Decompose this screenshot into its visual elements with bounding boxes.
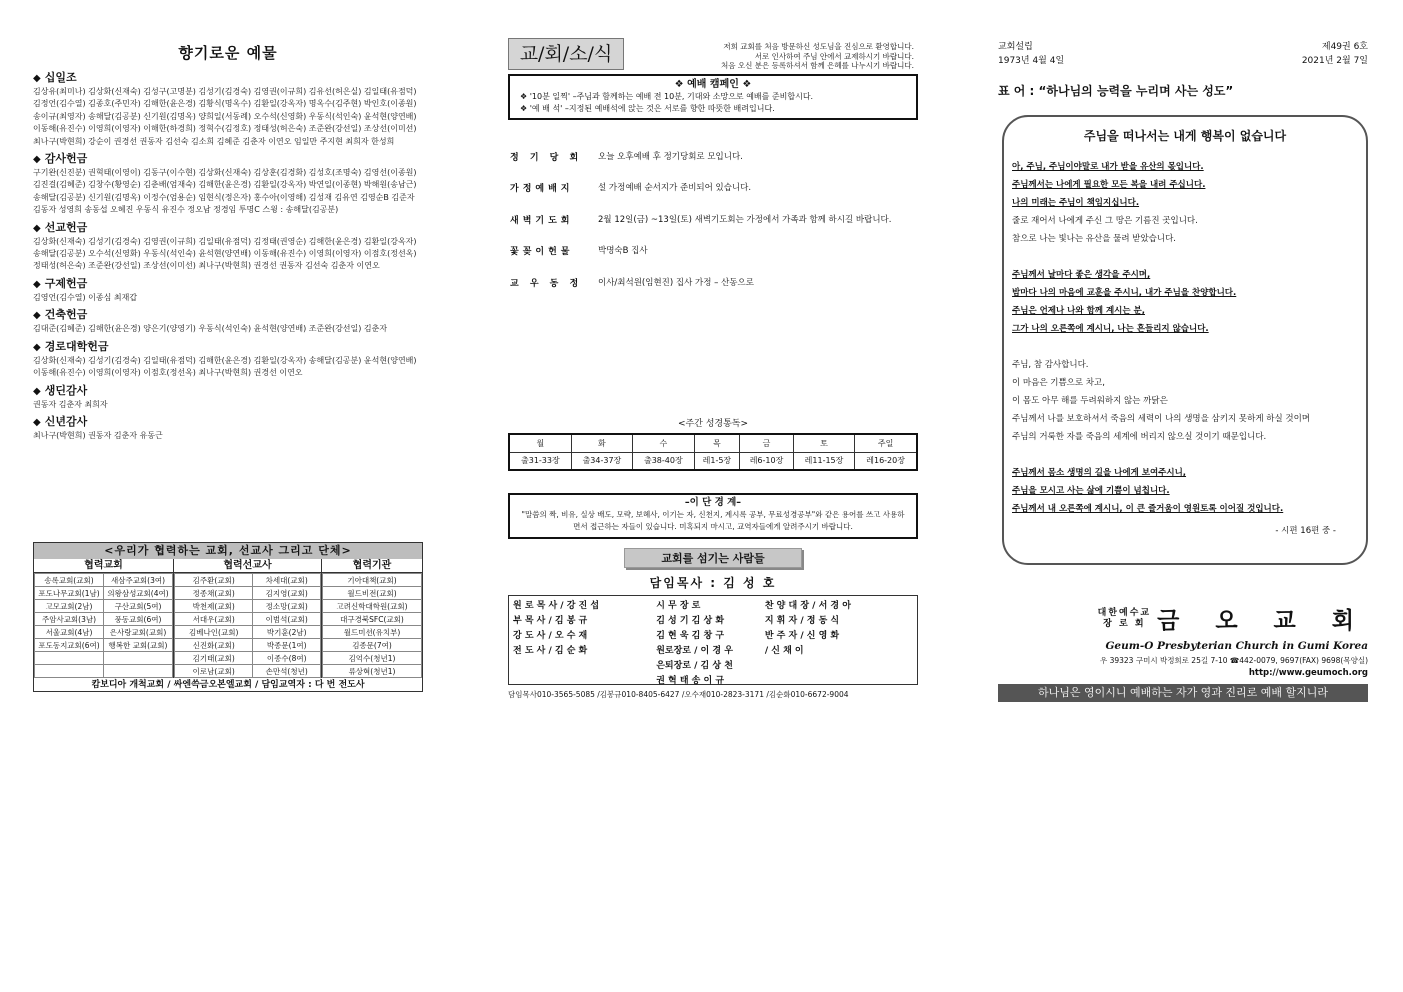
staff-cell: 전 도 사 / 김 순 화 <box>513 646 588 656</box>
staff-cell: 원 로 목 사 / 강 진 섭 <box>513 601 600 611</box>
poem-line: 주님의 거룩한 자를 죽음의 세계에 버리지 않으실 것이기 때문입니다. <box>1012 432 1267 442</box>
cooperation-cell: 정소망(교회) <box>253 600 321 613</box>
staff-cell <box>765 673 913 688</box>
staff-row <box>513 658 913 673</box>
partner-missionaries <box>174 559 322 677</box>
issue-info <box>1302 40 1368 68</box>
poem-title: 주님을 떠나서는 내게 행복이 없습니다 <box>1083 129 1287 143</box>
offering-head-label: 감사헌금 <box>44 152 88 166</box>
news-item-text: 오늘 오후예배 후 정기당회로 모입니다. <box>598 152 743 162</box>
news-item <box>510 244 915 257</box>
cooperation-cell: 박종문(1여) <box>253 639 321 652</box>
offering-head-label: 구제헌금 <box>44 276 88 290</box>
news-item <box>510 181 915 194</box>
news-item-label: 꽃꽂이헌물 <box>510 247 574 257</box>
offering-head-label: 선교헌금 <box>44 220 88 234</box>
bible-reading-title: <주간 성경통독> <box>677 419 749 429</box>
cooperation-row <box>175 574 321 587</box>
offering-head-label: 경로대학헌금 <box>44 339 109 353</box>
cooperation-cell: 송록교회(교회) <box>35 574 104 587</box>
cooperation-cell: 기아대책(교회) <box>323 574 422 587</box>
news-item-text: 박명숙B 집사 <box>598 246 648 256</box>
poem-line: 주님께서 날마다 좋은 생각을 주시며, <box>1012 270 1151 280</box>
cooperation-row <box>35 639 173 652</box>
poem-lines <box>1012 158 1358 518</box>
cooperation-cell: 월드비전(교회) <box>323 587 422 600</box>
heresy-body: "말씀의 짝, 비유, 실상 배도, 모략, 보혜사, 이기는 자, 신천지, 계시록 공부, 무료성경공부"와 같은 용어를 쓰고 사용하면서 접근하는 자들이 있습니다. 미혹되지 마시고, 교역자들에게 알려주시기 바랍니다. <box>521 510 905 531</box>
cooperation-cell <box>104 665 173 678</box>
cooperation-row <box>35 613 173 626</box>
offering-section <box>33 308 423 335</box>
staff-cell: 찬 양 대 장 / 서 경 아 <box>764 601 851 611</box>
diamond-icon: ◆ <box>33 385 41 397</box>
founded-date: 1973년 4월 4일 <box>998 56 1065 66</box>
diamond-icon: ◆ <box>33 341 41 353</box>
bible-reading-cell: 출34-37장 <box>571 452 632 470</box>
offering-body: 최나구(박현희) 권동자 김춘자 유동근 <box>33 430 163 440</box>
staff-cell: 김 현 욱 김 창 구 <box>656 631 725 641</box>
offering-body: 구기완(신진분) 권혁태(이영이) 김동구(이수현) 김상화(신재숙) 김상훈(김경화) 김성호(조명숙) 김영선(이종원) 김진걸(김혜준) 김창수(황영순) 김춘배(엄재숙) 김해한(윤은경) 김환일(강옥자) 박연일(이종현) 박해원(송남근) 송해달(김공분) 신기원(김명옥) 이정수(엄용순) 임현식(정은자) 홍수아(이영해) 김성재 김유연 김영순B 김준자 김동자 성영희 송동섭 오혜진 우동식 유진수 정오남 정경임 투명C 스윙 : 송해달(김공분) <box>33 168 417 215</box>
poem-line: 이 마음은 기쁨으로 차고, <box>1012 378 1105 388</box>
offering-section <box>33 277 423 304</box>
offering-body: 김영언(김수열) 이종심 최재갑 <box>33 292 138 302</box>
staff-row <box>513 598 913 613</box>
news-item-text: 설 가정예배 순서지가 준비되어 있습니다. <box>598 183 752 193</box>
diamond-icon: ◆ <box>33 154 41 166</box>
cooperation-cell: 정종채(교회) <box>175 587 253 600</box>
offering-section <box>33 384 423 411</box>
cooperation-cell: 풍동교회(6여) <box>104 613 173 626</box>
church-address: 우 39323 구미시 박정희로 25길 7-10 ☎442-0079, 9697(FAX) 9698(목양실) <box>1099 656 1368 665</box>
cooperation-row <box>35 587 173 600</box>
welcome-line: 서로 인사하여 주님 안에서 교제하시기 바랍니다. <box>754 51 914 61</box>
partner-churches-head: 협력교회 <box>34 559 173 573</box>
partner-organizations <box>322 559 422 677</box>
cooperation-row <box>35 665 173 678</box>
cooperation-cell: 차세대(교회) <box>253 574 321 587</box>
cooperation-row <box>35 574 173 587</box>
bible-day: 목 <box>694 434 740 452</box>
bible-day: 금 <box>740 434 794 452</box>
poem-line: 이 몸도 아무 해를 두려워하지 않는 까닭은 <box>1012 396 1168 406</box>
news-item <box>510 150 915 163</box>
staff-cell <box>765 658 913 673</box>
founding-info <box>998 40 1064 68</box>
bible-reading-cell: 레16-20장 <box>855 452 917 470</box>
church-english-name: Geum-O Presbyterian Church in Gumi Korea <box>1105 640 1368 652</box>
staff-cell: 원로장로 / 이 경 우 <box>656 646 733 656</box>
poem-line: 주님께서 내 오른쪽에 계시니, 이 큰 즐거움이 영원토록 이어질 것입니다. <box>1012 504 1284 514</box>
cooperation-cell: 구산교회(5여) <box>104 600 173 613</box>
news-item-text: 이사/최석원(임현진) 집사 가정 – 산동으로 <box>598 278 754 288</box>
cooperation-cell: 박기훈(2남) <box>253 626 321 639</box>
cooperation-cell: 김주환(교회) <box>175 574 253 587</box>
heresy-warning <box>508 493 918 539</box>
staff-row <box>513 628 913 643</box>
church-name: 금 오 교 회 <box>1157 608 1368 634</box>
cooperation-cell: 포도나무교회(1남) <box>35 587 104 600</box>
cooperation-row <box>35 626 173 639</box>
welcome-message <box>648 42 914 71</box>
worship-campaign <box>508 74 918 120</box>
cooperation-row <box>175 613 321 626</box>
offering-body: 권동자 김춘자 최희자 <box>33 399 108 409</box>
cooperation-row <box>323 652 422 665</box>
cooperation-row <box>175 587 321 600</box>
staff-title: 교회를 섬기는 사람들 <box>624 548 802 568</box>
offering-head <box>33 277 423 292</box>
poem-line <box>1012 338 1358 356</box>
cooperation-row <box>323 639 422 652</box>
bible-day: 화 <box>571 434 632 452</box>
cooperation-cell: 이범석(교회) <box>253 613 321 626</box>
church-url[interactable]: http://www.geumoch.org <box>1248 668 1368 678</box>
offering-head <box>33 221 423 236</box>
offering-head-label: 십일조 <box>44 71 77 84</box>
news-item <box>510 213 915 226</box>
bible-reading-cell: 출31-33장 <box>509 452 571 470</box>
staff-cell: 김 성 기 김 상 화 <box>656 616 725 626</box>
staff-row <box>513 643 913 658</box>
cooperation-row <box>323 574 422 587</box>
news-item-label: 교 우 동 정 <box>510 279 583 289</box>
cooperation-cell: 고모교회(2남) <box>35 600 104 613</box>
cooperation-row <box>323 665 422 678</box>
offering-section <box>33 71 423 148</box>
cooperation-row <box>35 600 173 613</box>
poem-line: 주님께서 몸소 생명의 길을 나에게 보여주시니, <box>1012 468 1187 478</box>
bible-reading-cell: 레11-15장 <box>793 452 854 470</box>
news-item-label: 새벽기도회 <box>510 216 574 226</box>
cooperation-cell: 김종문(7여) <box>323 639 422 652</box>
issue-date: 2021년 2월 7일 <box>1301 56 1368 66</box>
diamond-icon: ◆ <box>33 416 41 428</box>
offering-head-label: 건축헌금 <box>44 308 88 322</box>
cooperation-cell: 김베나인(교회) <box>175 626 253 639</box>
offerings-panel <box>33 42 423 702</box>
staff-row <box>513 673 913 688</box>
partner-organizations-head: 협력기관 <box>322 559 422 573</box>
poem-line: 주님께서 나를 보호하셔서 죽음의 세력이 나의 생명을 삼키지 못하게 하실 것이며 <box>1012 414 1310 424</box>
cooperation-cell: 박천제(교회) <box>175 600 253 613</box>
poem-line: 밤마다 나의 마음에 교훈을 주시니, 내가 주님을 찬양합니다. <box>1012 288 1237 298</box>
staff-cell: 반 주 자 / 신 영 화 <box>764 631 840 641</box>
bible-reading-cell: 출38-40장 <box>633 452 694 470</box>
bible-day: 월 <box>509 434 571 452</box>
cooperation-cell: 김억수(청년1) <box>323 652 422 665</box>
cooperation-row <box>323 587 422 600</box>
offering-section <box>33 221 423 273</box>
cooperation-cell: 주암사교회(3남) <box>35 613 104 626</box>
poem-line: 아, 주님, 주님이야말로 내가 받을 유산의 몫입니다. <box>1012 162 1204 172</box>
poem-line: 줄로 재어서 나에게 주신 그 땅은 기름진 곳입니다. <box>1012 216 1198 226</box>
offering-head <box>33 384 423 399</box>
news-item <box>510 276 915 289</box>
poem-line <box>1012 446 1358 464</box>
news-item-text: 2월 12일(금) ~13일(토) 새벽기도회는 가정에서 가족과 함께 하시길 바랍니다. <box>598 215 892 225</box>
diamond-icon: ◆ <box>33 310 41 322</box>
campaign-item: ❖ '예 배 석' –지정된 예배석에 앉는 것은 서로를 향한 따뜻한 배려입니다. <box>520 104 775 113</box>
cooperation-row <box>35 652 173 665</box>
offering-body: 김대준(김혜준) 김해한(윤은경) 양은기(양영기) 우동식(석인숙) 윤석현(양연배) 조준완(강선일) 김춘자 <box>33 324 388 334</box>
denomination-line: 장 로 회 <box>1103 618 1146 629</box>
motto: 표 어 : “하나님의 능력을 누리며 사는 성도” <box>998 84 1234 98</box>
cooperation-cell: 신진화(교회) <box>175 639 253 652</box>
offering-body: 김상화(신재숙) 김성기(김경숙) 김일태(유점덕) 김해한(윤은경) 김환일(강옥자) 송해달(김공분) 윤석현(양연배) 이동해(유진수) 이영희(이영자) 이점호(정선옥) 최나구(박현희) 권경선 이연오 <box>33 355 417 378</box>
cooperation-cell <box>104 652 173 665</box>
church-identity <box>1098 602 1368 635</box>
news-item-label: 가정예배지 <box>510 184 574 194</box>
diamond-icon: ◆ <box>33 73 41 84</box>
offering-head <box>33 308 423 323</box>
cooperation-row <box>175 639 321 652</box>
poem-line: 나의 미래는 주님이 책임지십니다. <box>1012 198 1140 208</box>
offering-head <box>33 415 423 430</box>
cooperation-cell: 고려신학대학원(교회) <box>323 600 422 613</box>
cooperation-cell: 행복한 교회(교회) <box>104 639 173 652</box>
cooperation-cell: 대구경북SFC(교회) <box>323 613 422 626</box>
poem-line: 주님은 언제나 나와 함께 계시는 분, <box>1012 306 1145 316</box>
denomination <box>1098 608 1151 630</box>
welcome-line: 저희 교회를 처음 방문하신 성도님을 진심으로 환영합니다. <box>723 42 914 51</box>
partner-missionaries-head: 협력선교사 <box>174 559 321 573</box>
cooperation-cell: 이종수(8여) <box>253 652 321 665</box>
cooperation-row <box>323 613 422 626</box>
offerings-title: 향기로운 예물 <box>178 44 278 62</box>
staff-cell: 부 목 사 / 김 봉 규 <box>513 616 588 626</box>
cooperation-box <box>33 542 423 692</box>
founded-label: 교회설립 <box>998 42 1033 52</box>
offering-section <box>33 415 423 442</box>
offering-head <box>33 340 423 355</box>
offering-body: 김상화(신재숙) 김성기(김경숙) 김영권(이규희) 김일태(유점덕) 김정태(권영순) 김해한(윤은경) 김환일(강옥자) 송해달(김공분) 오수석(신영화) 우동식(석인숙) 윤석현(양연배) 이동해(유진수) 이영희(이영자) 이점호(정선옥) 정태성(허은숙) 조준완(강선일) 조상선(이미선) 최나구(박현희) 권경선 권동자 김선숙 김춘자 이연오 <box>33 236 417 271</box>
cooperation-cell: 서울교회(4남) <box>35 626 104 639</box>
offering-head-label: 생딘감사 <box>44 383 88 397</box>
poem-line: 주님을 모시고 사는 삶에 기쁨이 넘칩니다. <box>1012 486 1170 496</box>
offering-section <box>33 340 423 380</box>
cooperation-row <box>323 626 422 639</box>
poem-line: 주님께서는 나에게 필요한 모든 복을 내려 주십니다. <box>1012 180 1206 190</box>
staff-cell: 은퇴장로 / 김 상 천 <box>656 661 733 671</box>
cooperation-cell: 포도동지교회(6여) <box>35 639 104 652</box>
offerings-list <box>33 71 423 442</box>
welcome-line: 처음 오신 분은 등록하셔서 함께 은혜를 나누시기 바랍니다. <box>721 61 914 70</box>
bible-day: 토 <box>793 434 854 452</box>
cooperation-row <box>175 600 321 613</box>
cooperation-cell: 은사랑교회(교회) <box>104 626 173 639</box>
cooperation-cell: 손만석(청년) <box>253 665 321 678</box>
head-pastor: 담임목사 : 김 성 호 <box>649 576 777 590</box>
cooperation-row <box>323 600 422 613</box>
cooperation-header: <우리가 협력하는 교회, 선교사 그리고 단체> <box>34 543 422 559</box>
bible-readings-row <box>509 452 917 470</box>
cooperation-footer: 캄보디아 개척교회 / 싸엔쓱금오본엘교회 / 담임교역자 : 다 번 전도사 <box>34 677 422 691</box>
volume: 제49권 6호 <box>1321 42 1368 52</box>
offering-section <box>33 152 423 217</box>
staff-contacts: 담임목사010-3565-5085 /김봉규010-8405-6427 /오수재010-2823-3171 /김순화010-6672-9004 <box>508 690 849 699</box>
poem-source: - 시편 16편 중 - <box>1275 526 1336 536</box>
diamond-icon: ◆ <box>33 278 41 290</box>
bible-reading-table <box>508 433 918 471</box>
cooperation-cell: 김기태(교회) <box>175 652 253 665</box>
poem-line: 주님, 참 감사합니다. <box>1012 360 1089 370</box>
news-panel <box>508 38 918 708</box>
cover-panel <box>998 40 1368 705</box>
bible-reading-cell: 레1-5장 <box>694 452 740 470</box>
cooperation-cell: 김지영(교회) <box>253 587 321 600</box>
offering-head <box>33 152 423 167</box>
staff-cell: 강 도 사 / 오 수 재 <box>513 631 588 641</box>
denomination-line: 대한예수교 <box>1097 607 1152 618</box>
cooperation-cell: 서대우(교회) <box>175 613 253 626</box>
cooperation-cell <box>35 665 104 678</box>
bible-day: 수 <box>633 434 694 452</box>
news-badge: 교/회/소/식 <box>508 38 624 70</box>
bible-day: 주일 <box>855 434 917 452</box>
campaign-title: ❖ 예배 캠페인 ❖ <box>674 79 752 90</box>
cooperation-cell <box>35 652 104 665</box>
cooperation-cell: 월드미션(유치부) <box>323 626 422 639</box>
staff-cell <box>513 673 656 688</box>
bible-days-row <box>509 434 917 452</box>
heresy-title: –이 단 경 계– <box>684 497 742 508</box>
cooperation-row <box>175 626 321 639</box>
poem-line <box>1012 248 1358 266</box>
staff-list <box>508 595 918 685</box>
staff-cell: 시 무 장 로 <box>656 601 701 611</box>
scripture-banner: 하나님은 영이시니 예배하는 자가 영과 진리로 예배 할지니라 <box>998 684 1368 702</box>
cooperation-cell: 의왕삼성교회(4여) <box>104 587 173 600</box>
cooperation-cell: 이로남(교회) <box>175 665 253 678</box>
staff-cell: 권 혁 태 송 이 규 <box>656 676 725 686</box>
diamond-icon: ◆ <box>33 222 41 234</box>
cooperation-cell: 새삼주교회(3여) <box>104 574 173 587</box>
campaign-item: ❖ '10분 일찍' –주님과 함께하는 예배 전 10분, 기대와 소망으로 예배를 준비합시다. <box>520 92 814 101</box>
staff-cell: 지 휘 자 / 정 동 식 <box>764 616 840 626</box>
cooperation-row <box>175 652 321 665</box>
staff-cell <box>513 658 656 673</box>
staff-row <box>513 613 913 628</box>
bible-reading <box>508 416 918 471</box>
offering-head <box>33 71 423 86</box>
news-item-label: 정 기 당 회 <box>510 153 583 163</box>
staff-cell: / 신 채 이 <box>764 646 804 656</box>
partner-churches <box>34 559 174 677</box>
offering-head-label: 신년감사 <box>44 414 88 428</box>
poem-line: 그가 나의 오른쪽에 계시니, 나는 흔들리지 않습니다. <box>1012 324 1209 334</box>
bible-reading-cell: 레6-10장 <box>740 452 794 470</box>
offering-body: 김상유(최미나) 김상화(신재숙) 김성구(고명분) 김성기(김경숙) 김영권(이규희) 김유선(허은실) 김일태(유점덕) 김정언(김수열) 김종호(주민자) 김해한(윤은경) 김황식(명옥수) 김환일(강옥자) 명옥수(김주현) 박인호(이종원) 송이규(최영자) 송해달(김공분) 신기원(김명옥) 양희일(서동례) 오수석(신영화) 우동식(석인숙) 윤석현(양연배) 이동해(유진수) 이영희(이영자) 이해한(하경희) 정혁수(김정호) 정태성(허은숙) 조준완(강선일) 조상선(이미선) 최나구(박현희) 강순이 권경선 권동자 김선숙 김소희 김혜준 김춘자 이연오 임일만 주지현 최희자 한성희 <box>33 87 417 146</box>
cooperation-cell: 류상혁(청년1) <box>323 665 422 678</box>
cooperation-row <box>175 665 321 678</box>
poem-box <box>1002 115 1368 565</box>
poem-line: 참으로 나는 빛나는 유산을 물려 받았습니다. <box>1012 234 1177 244</box>
